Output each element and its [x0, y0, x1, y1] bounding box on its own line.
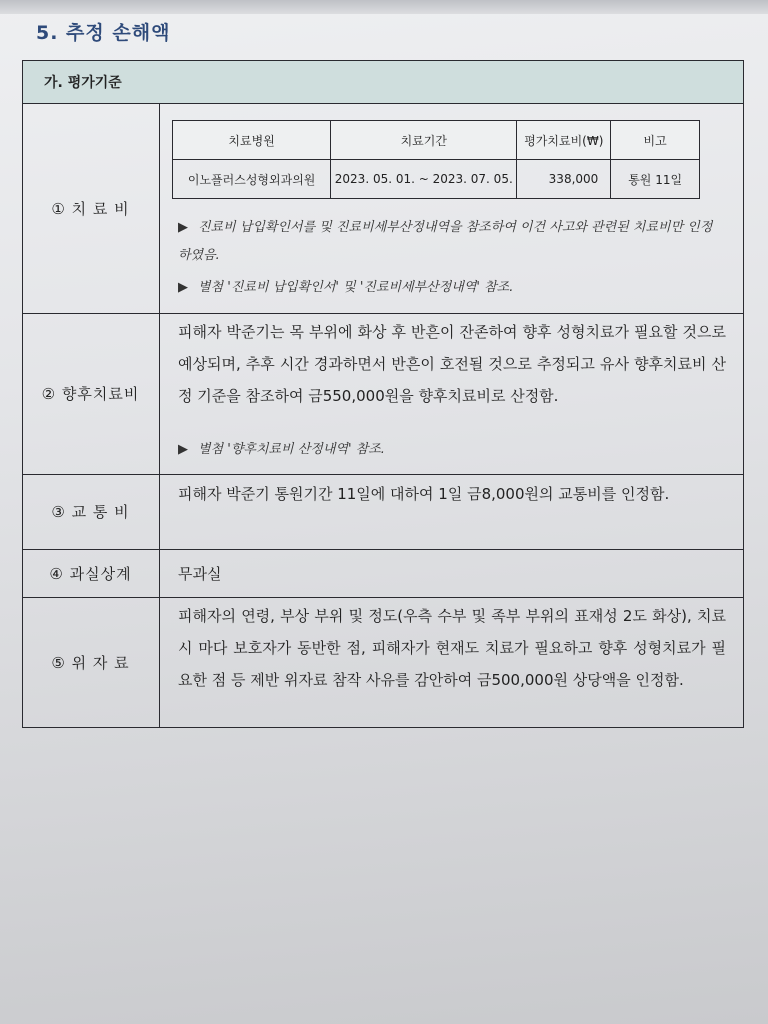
column-header-remarks: 비고 [611, 121, 700, 160]
row-label-treatment: ① 치 료 비 [22, 104, 160, 313]
table-header-band [22, 60, 744, 104]
arrow-marker-icon: ▶ [178, 280, 188, 295]
column-header-cost: 평가치료비(₩) [517, 121, 611, 160]
column-header-period: 치료기간 [331, 121, 517, 160]
table-header-row [173, 121, 700, 160]
transport-text: 피해자 박준기 통원기간 11일에 대하여 1일 금8,000원의 교통비를 인정함. [178, 485, 670, 503]
consolation-text: 피해자의 연령, 부상 부위 및 정도(우측 수부 및 족부 부위의 표재성 2도 화상), 치료 시 마다 보호자가 동반한 점, 피해자가 현재도 치료가 필요하고 향후 성형치료가 필요한 점 등 제반 위자료 참작 사유를 감안하여 금500,000원 상당액을 인정함. [178, 607, 726, 689]
negligence-text: 무과실 [178, 565, 222, 583]
treatment-note-1: ▶ 진료비 납입확인서를 및 진료비세부산정내역을 참조하여 이건 사고와 관련된 치료비만 인정하였음. [178, 214, 718, 270]
page-edge [0, 0, 768, 14]
future-treatment-note: ▶ 별첨 '향후치료비 산정내역' 참조. [178, 436, 718, 464]
arrow-marker-icon: ▶ [178, 442, 188, 457]
row-label-negligence: ④ 과실상계 [22, 549, 160, 597]
table-header-label: 가. 평가기준 [44, 75, 122, 91]
future-treatment-text: 피해자 박준기는 목 부위에 화상 후 반흔이 잔존하여 향후 성형치료가 필요할 것으로 예상되며, 추후 시간 경과하면서 반흔이 호전될 것으로 추정되고 유사 향후치료비 산정 기준을 참조하여 금550,000원을 향후치료비로 산정함. [178, 323, 726, 405]
section-title: 5. 추정 손해액 [36, 22, 171, 44]
row-label-future-treatment: ② 향후치료비 [22, 313, 160, 474]
row-label-transport: ③ 교 통 비 [22, 474, 160, 549]
cell-cost: 338,000 [517, 160, 611, 199]
cell-remarks: 통원 11일 [611, 160, 700, 199]
column-header-hospital: 치료병원 [173, 121, 331, 160]
treatment-note-2: ▶ 별첨 '진료비 납입확인서' 및 '진료비세부산정내역' 참조. [178, 274, 718, 302]
table-row [173, 160, 700, 199]
cell-hospital: 이노플러스성형외과의원 [173, 160, 331, 199]
cell-period: 2023. 05. 01. ~ 2023. 07. 05. [331, 160, 517, 199]
arrow-marker-icon: ▶ [178, 220, 188, 235]
treatment-cost-table [172, 120, 700, 199]
row-label-consolation: ⑤ 위 자 료 [22, 597, 160, 728]
